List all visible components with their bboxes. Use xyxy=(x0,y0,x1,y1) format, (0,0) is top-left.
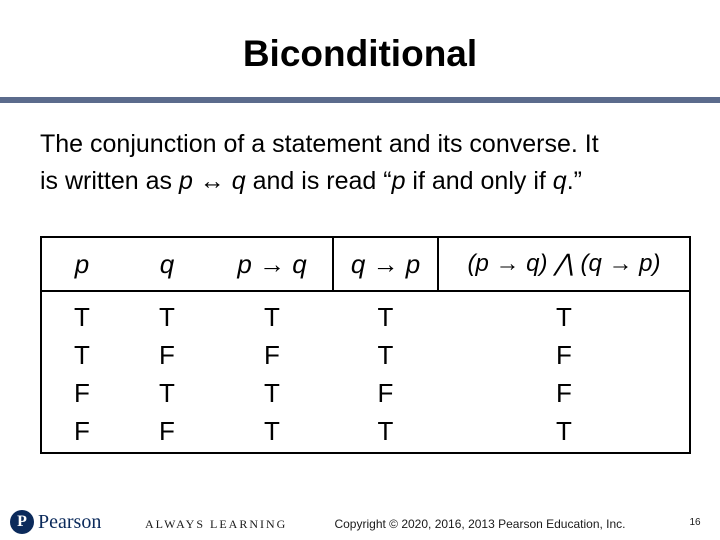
page-number: 16 xyxy=(689,517,701,528)
cell-p-implies-q: F xyxy=(264,340,280,370)
pearson-logo-icon xyxy=(10,510,34,534)
table-row xyxy=(42,298,689,336)
cell-q: T xyxy=(159,378,175,408)
cell-p: T xyxy=(74,302,90,332)
intro-prefix: is written as xyxy=(40,167,179,195)
brand-name: Pearson xyxy=(38,511,102,533)
table-row xyxy=(42,336,689,374)
expr-arrow: ↔ xyxy=(192,167,232,195)
cell-q-implies-p: T xyxy=(377,302,394,332)
header-q-implies-p: q → p xyxy=(350,249,421,279)
intro-line-2 xyxy=(40,163,700,200)
intro-line-1: The conjunction of a statement and its converse. It xyxy=(40,130,599,158)
cell-p: T xyxy=(74,340,90,370)
cell-q: F xyxy=(159,340,175,370)
cell-q-implies-p: F xyxy=(377,378,394,408)
read-q: q xyxy=(552,167,567,195)
cell-p-implies-q: T xyxy=(264,378,280,408)
table-row xyxy=(42,412,689,450)
copyright-notice: Copyright © 2020, 2016, 2013 Pearson Education, Inc. xyxy=(334,517,626,531)
cell-p-implies-q: T xyxy=(264,302,280,332)
cell-conjunction: F xyxy=(556,378,572,408)
cell-q-implies-p: T xyxy=(377,340,394,370)
tagline: ALWAYS LEARNING xyxy=(145,517,288,531)
expr-q: q xyxy=(231,167,246,195)
truth-table xyxy=(40,236,691,454)
intro-suffix: .” xyxy=(566,167,582,195)
cell-q: F xyxy=(159,416,175,446)
cell-conjunction: T xyxy=(556,416,572,446)
header-p-implies-q: p → q xyxy=(237,249,307,279)
cell-q-implies-p: T xyxy=(377,416,394,446)
cell-conjunction: T xyxy=(556,302,572,332)
expr-p: p xyxy=(178,167,193,195)
header-q: q xyxy=(159,249,175,279)
header-conjunction: (p → q) ⋀ (q → p) xyxy=(467,250,661,277)
slide-footer xyxy=(0,500,720,540)
truth-table-header xyxy=(42,238,689,292)
intro-mid: and is read “ xyxy=(245,167,392,195)
cell-p-implies-q: T xyxy=(264,416,280,446)
logo-letter: P xyxy=(17,513,27,530)
read-mid: if and only if xyxy=(405,167,553,195)
read-p: p xyxy=(391,167,406,195)
table-row xyxy=(42,374,689,412)
cell-conjunction: F xyxy=(556,340,572,370)
slide-title: Biconditional xyxy=(242,33,478,74)
cell-p: F xyxy=(74,416,90,446)
cell-p: F xyxy=(74,378,90,408)
title-divider xyxy=(0,97,720,103)
cell-q: T xyxy=(159,302,175,332)
header-p: p xyxy=(74,249,90,279)
intro-text xyxy=(40,126,700,200)
